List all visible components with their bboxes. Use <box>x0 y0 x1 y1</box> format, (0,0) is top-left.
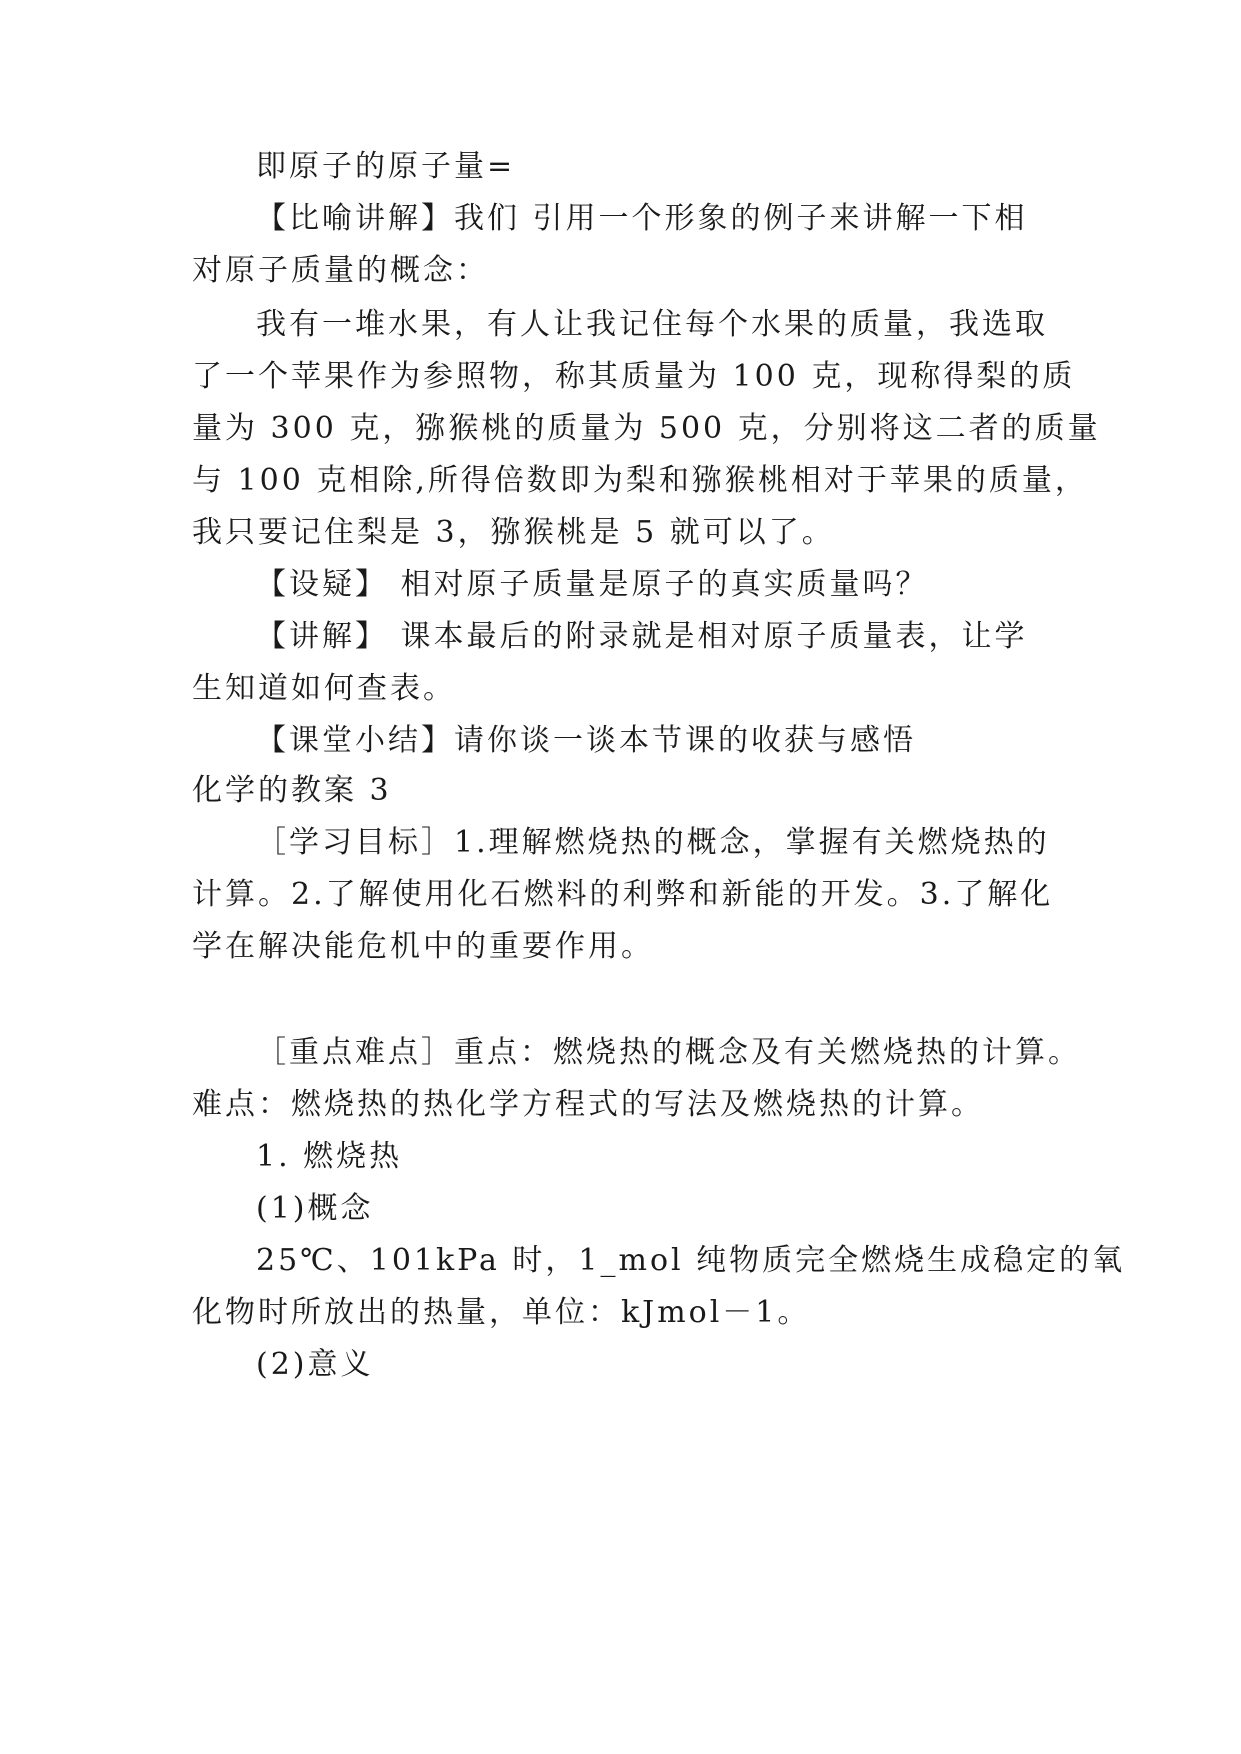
text-line-17: ［重点难点］重点：燃烧热的概念及有关燃烧热的计算。 <box>256 1035 1081 1070</box>
section-heading: 化学的教案 3 <box>192 773 392 808</box>
text-line-12: 【课堂小结】请你谈一谈本节课的收获与感悟 <box>256 723 916 758</box>
text-line-23: (2)意义 <box>256 1347 374 1382</box>
text-line-14: ［学习目标］1.理解燃烧热的概念，掌握有关燃烧热的 <box>256 825 1050 860</box>
text-line-18: 难点：燃烧热的热化学方程式的写法及燃烧热的计算。 <box>192 1087 984 1122</box>
text-line-6: 量为 300 克，猕猴桃的质量为 500 克，分别将这二者的质量 <box>192 411 1101 446</box>
text-line-8: 我只要记住梨是 3，猕猴桃是 5 就可以了。 <box>192 515 835 550</box>
text-line-15: 计算。2.了解使用化石燃料的利弊和新能的开发。3.了解化 <box>192 877 1054 912</box>
text-line-21: 25℃、101kPa 时，1_mol 纯物质完全燃烧生成稳定的氧 <box>256 1243 1126 1278</box>
text-line-7: 与 100 克相除,所得倍数即为梨和猕猴桃相对于苹果的质量， <box>192 463 1088 498</box>
text-line-9: 【设疑】 相对原子质量是原子的真实质量吗？ <box>256 567 929 602</box>
text-line-2: 【比喻讲解】我们 引用一个形象的例子来讲解一下相 <box>256 201 1028 236</box>
text-line-11: 生知道如何查表。 <box>192 671 456 706</box>
text-line-20: (1)概念 <box>256 1191 374 1226</box>
text-line-5: 了一个苹果作为参照物，称其质量为 100 克，现称得梨的质 <box>192 359 1076 394</box>
text-line-3: 对原子质量的概念： <box>192 253 489 288</box>
text-line-16: 学在解决能危机中的重要作用。 <box>192 929 654 964</box>
text-line-19: 1. 燃烧热 <box>256 1139 403 1174</box>
text-line-4: 我有一堆水果，有人让我记住每个水果的质量，我选取 <box>256 307 1048 342</box>
text-line-22: 化物时所放出的热量，单位：kJmol－1。 <box>192 1295 811 1330</box>
text-line-10: 【讲解】 课本最后的附录就是相对原子质量表，让学 <box>256 619 1028 654</box>
text-line-1: 即原子的原子量= <box>256 149 516 184</box>
